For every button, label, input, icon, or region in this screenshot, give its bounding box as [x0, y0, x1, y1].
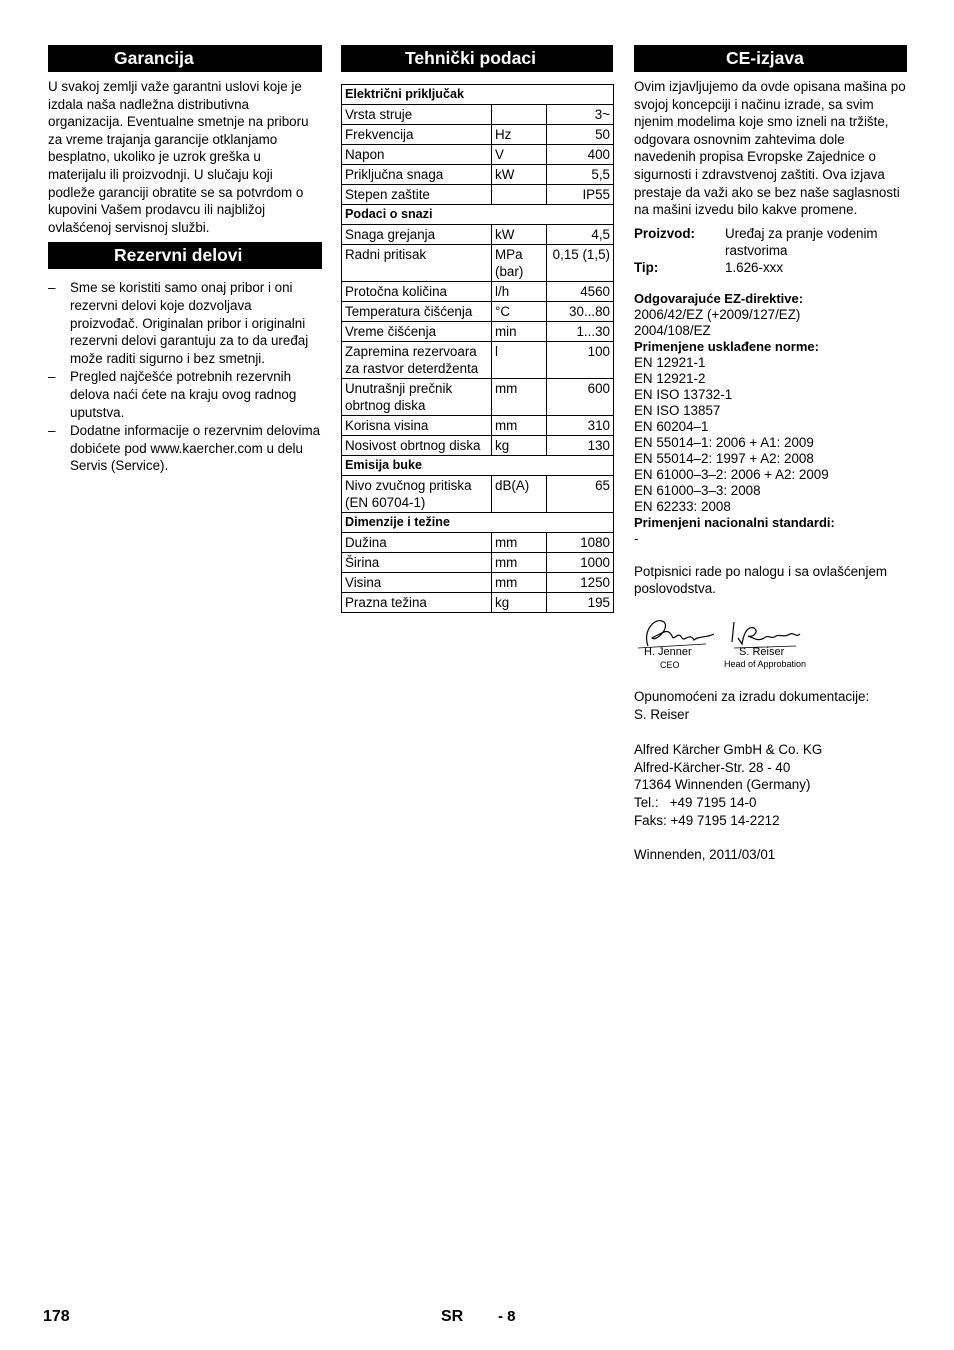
address-line: Faks: +49 7195 14-2212	[634, 812, 780, 828]
spec-value: 400	[547, 145, 614, 165]
spec-value: 50	[547, 125, 614, 145]
address-line: Alfred Kärcher GmbH & Co. KG	[634, 742, 823, 758]
list-dash: –	[48, 280, 56, 296]
spec-value: 30...80	[547, 302, 614, 322]
signer2-role: Head of Approbation	[724, 658, 807, 669]
spec-value: 1...30	[547, 322, 614, 342]
spec-name: Stepen zaštite	[342, 185, 492, 205]
norm-item: EN 61000–3–3: 2008	[634, 482, 761, 498]
section-title: Električni priključak	[342, 85, 614, 105]
section-title: Emisija buke	[342, 456, 614, 476]
norm-item: EN 55014–1: 2006 + A1: 2009	[634, 434, 814, 450]
address-line: Alfred-Kärcher-Str. 28 - 40	[634, 759, 791, 775]
list-dash: –	[48, 423, 56, 439]
rezervni-heading: Rezervni delovi	[48, 242, 322, 269]
spec-value: 310	[547, 416, 614, 436]
address-line: 71364 Winnenden (Germany)	[634, 777, 811, 793]
table-section-row	[342, 456, 614, 476]
garancija-heading: Garancija	[48, 45, 322, 72]
address-line: Tel.: +49 7195 14-0	[634, 794, 757, 810]
product-row: Proizvod: Uređaj za pranje vodenim rastvorima	[634, 225, 878, 258]
norm-item: EN 61000–3–2: 2006 + A2: 2009	[634, 466, 829, 482]
spec-table	[341, 84, 614, 613]
norm-item: EN 62233: 2008	[634, 498, 731, 514]
signer1-name: H. Jenner	[644, 645, 692, 658]
table-row	[342, 185, 614, 205]
list-item: – Pregled najčešće potrebnih rezervnih delova naći ćete na kraju ovog radnog uputstva.	[48, 369, 297, 420]
spec-value: 1080	[547, 533, 614, 553]
spec-value: 600	[547, 379, 614, 416]
spec-value: 195	[547, 593, 614, 613]
spec-name: Dužina	[342, 533, 492, 553]
spec-unit: l	[492, 342, 547, 379]
spec-name: Priključna snaga	[342, 165, 492, 185]
spec-name: Unutrašnji prečnik obrtnog diska	[342, 379, 492, 416]
column-left	[48, 45, 322, 476]
table-row	[342, 125, 614, 145]
spec-value: 130	[547, 436, 614, 456]
norm-item: EN 12921-1	[634, 354, 706, 370]
spec-unit: kg	[492, 593, 547, 613]
table-row	[342, 342, 614, 379]
authorized-label: Opunomoćeni za izradu dokumentacije:	[634, 688, 870, 704]
spec-unit: kg	[492, 436, 547, 456]
spec-unit: Hz	[492, 125, 547, 145]
spec-value: 65	[547, 476, 614, 513]
norm-item: EN ISO 13857	[634, 402, 721, 418]
spec-name: Nosivost obrtnog diska	[342, 436, 492, 456]
signers-text: Potpisnici rade po nalogu i sa ovlašćenjem poslovodstva.	[634, 563, 888, 597]
table-row	[342, 302, 614, 322]
spec-name: Snaga grejanja	[342, 225, 492, 245]
spec-unit: kW	[492, 225, 547, 245]
ce-intro: Ovim izjavljujemo da ovde opisana mašina po svojoj koncepciji i načinu izrade, sa svim njenim modelima koje smo izneli na tržište, odgovara osnovnim zahtevima dole navedenih propisa Evropske Zajednice o sigurnosti i zdravstvenoj zaštiti. Ova izjava prestaje da važi ako se bez naše saglasnosti na mašini izvedu bilo kakve promene.	[634, 79, 906, 218]
spec-unit: °C	[492, 302, 547, 322]
spec-name: Vrsta struje	[342, 105, 492, 125]
spec-value: 5,5	[547, 165, 614, 185]
table-row	[342, 225, 614, 245]
spec-name: Širina	[342, 553, 492, 573]
spec-unit: mm	[492, 379, 547, 416]
spec-value: 100	[547, 342, 614, 379]
spec-unit: mm	[492, 553, 547, 573]
spec-value: 1000	[547, 553, 614, 573]
table-row	[342, 145, 614, 165]
table-row	[342, 436, 614, 456]
spec-name: Protočna količina	[342, 282, 492, 302]
sub-page-number: - 8	[498, 1308, 516, 1325]
spec-unit: mm	[492, 416, 547, 436]
signatures	[634, 608, 907, 678]
spec-unit: MPa (bar)	[492, 245, 547, 282]
directives-block: Odgovarajuće EZ-direktive: 2006/42/EZ (+2009/127/EZ) 2004/108/EZ Primenjene usklađene norme: EN 12921-1 EN 12921-2 EN ISO 13732-1 EN ISO 13857 EN 60204–1 EN 55014–1: 2006 + A1: 2009 EN 55014–2: 1997 + A2: 2008 EN 61000–3–2: 2006 + A2: 2009 EN 61000–3–3: 2008 EN 62233: 2008 Primenjeni nacionalni standardi: -	[634, 291, 907, 547]
product-info	[634, 225, 907, 276]
table-row	[342, 416, 614, 436]
spec-value: 1250	[547, 573, 614, 593]
section-title: Podaci o snazi	[342, 205, 614, 225]
tehnicki-heading: Tehnički podaci	[341, 45, 613, 72]
language-code: SR	[441, 1308, 464, 1325]
norm-item: EN 12921-2	[634, 370, 706, 386]
table-row	[342, 165, 614, 185]
table-row	[342, 322, 614, 342]
spec-name: Napon	[342, 145, 492, 165]
table-section-row	[342, 85, 614, 105]
list-dash: –	[48, 369, 56, 385]
spec-unit: l/h	[492, 282, 547, 302]
table-row	[342, 573, 614, 593]
signer1-role: CEO	[660, 659, 680, 670]
column-middle	[341, 45, 613, 613]
column-right	[634, 45, 907, 864]
table-row	[342, 282, 614, 302]
table-row	[342, 553, 614, 573]
norm-item: EN ISO 13732-1	[634, 386, 733, 402]
page-number: 178	[43, 1308, 70, 1325]
table-row	[342, 533, 614, 553]
spec-value: IP55	[547, 185, 614, 205]
spec-name: Vreme čišćenja	[342, 322, 492, 342]
spec-unit: dB(A)	[492, 476, 547, 513]
spec-unit: kW	[492, 165, 547, 185]
authorized-name: S. Reiser	[634, 706, 690, 722]
spec-unit	[492, 185, 547, 205]
spec-unit	[492, 105, 547, 125]
spec-name: Prazna težina	[342, 593, 492, 613]
table-section-row	[342, 205, 614, 225]
spec-value: 4,5	[547, 225, 614, 245]
table-section-row	[342, 513, 614, 533]
table-row	[342, 593, 614, 613]
place-date: Winnenden, 2011/03/01	[634, 847, 776, 863]
table-row	[342, 105, 614, 125]
spec-unit: mm	[492, 573, 547, 593]
garancija-text: U svakoj zemlji važe garantni uslovi koje je izdala naša nadležna distributivna organizacija. Eventualne smetnje na priboru za vreme trajanja garancije otklanjamo besplatno, ukoliko je uzrok greška u materijalu ili proizvodnji. U slučaju koji podleže garanciji obratite se sa potvrdom o kupovini Vašem prodavcu ili najbližoj ovlašćenoj servisnoj službi.	[48, 79, 309, 235]
norms-list	[634, 355, 907, 515]
spec-value: 3~	[547, 105, 614, 125]
spec-name: Nivo zvučnog pritiska (EN 60704-1)	[342, 476, 492, 513]
company-address	[634, 741, 907, 829]
section-title: Dimenzije i težine	[342, 513, 614, 533]
spec-value: 0,15 (1,5)	[547, 245, 614, 282]
spec-unit: mm	[492, 533, 547, 553]
table-row	[342, 379, 614, 416]
spec-name: Visina	[342, 573, 492, 593]
spec-name: Korisna visina	[342, 416, 492, 436]
type-row: Tip: 1.626-xxx	[634, 259, 784, 275]
list-item: – Dodatne informacije o rezervnim delovima dobićete pod www.kaercher.com u delu Servis (Service).	[48, 423, 321, 474]
norm-item: EN 60204–1	[634, 418, 709, 434]
spec-name: Temperatura čišćenja	[342, 302, 492, 322]
spec-unit: min	[492, 322, 547, 342]
table-row	[342, 476, 614, 513]
signer2-name: S. Reiser	[739, 645, 785, 658]
ce-heading: CE-izjava	[634, 45, 907, 72]
rezervni-list	[48, 279, 322, 475]
spec-unit: V	[492, 145, 547, 165]
spec-name: Zapremina rezervoara za rastvor deterdženta	[342, 342, 492, 379]
spec-name: Frekvencija	[342, 125, 492, 145]
list-item: – Sme se koristiti samo onaj pribor i oni rezervni delovi koje dozvoljava proizvođač. Originalan pribor i originalni rezervni delovi garantuju za to da uređaj može raditi sigurno i bez smetnji.	[48, 280, 309, 366]
norm-item: EN 55014–2: 1997 + A2: 2008	[634, 450, 814, 466]
spec-name: Radni pritisak	[342, 245, 492, 282]
table-row	[342, 245, 614, 282]
spec-value: 4560	[547, 282, 614, 302]
